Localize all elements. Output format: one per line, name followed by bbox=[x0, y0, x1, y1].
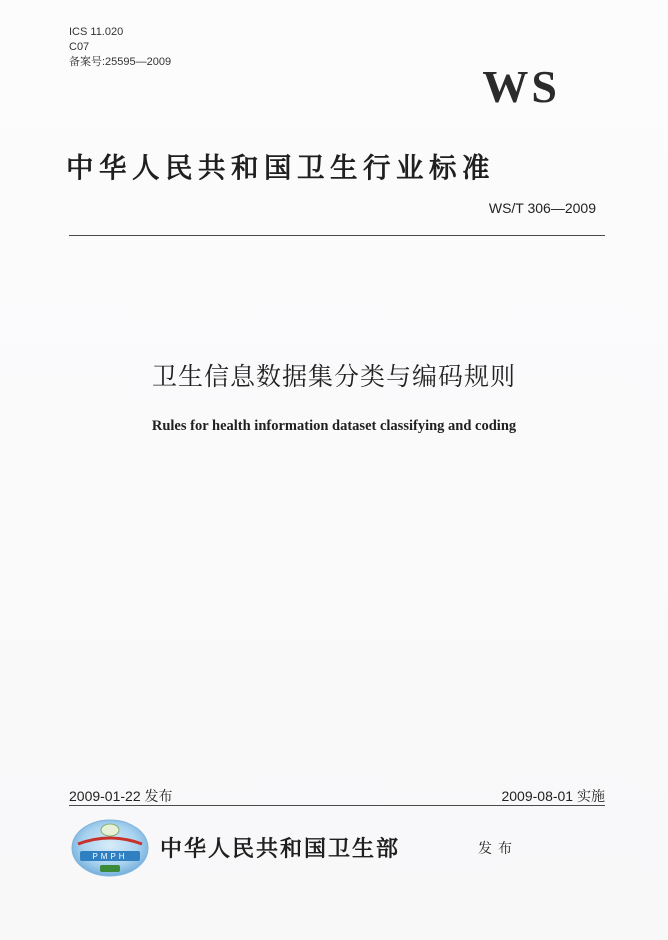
footer-divider bbox=[69, 805, 605, 806]
ccs-code: C07 bbox=[69, 41, 90, 53]
implementation-date: 2009-08-01 实施 bbox=[501, 788, 605, 804]
document-title-cn: 卫生信息数据集分类与编码规则 bbox=[151, 362, 516, 391]
record-number: 备案号:25595—2009 bbox=[69, 56, 172, 68]
classification-block bbox=[69, 25, 171, 70]
publisher-logo bbox=[70, 818, 150, 878]
standard-title: 中华人民共和国卫生行业标准 bbox=[66, 152, 495, 184]
pmph-logo-icon bbox=[70, 818, 150, 878]
ws-mark: WS bbox=[482, 61, 560, 112]
publisher-name: 中华人民共和国卫生部 bbox=[160, 836, 401, 862]
document-title-en: Rules for health information dataset classifying and coding bbox=[151, 418, 517, 434]
header-divider bbox=[69, 235, 605, 236]
publisher-action: 发布 bbox=[478, 841, 518, 857]
ics-code: ICS 11.020 bbox=[69, 26, 124, 38]
pmph-logo-text: PMPH bbox=[92, 852, 128, 861]
standard-number: WS/T 306—2009 bbox=[488, 200, 596, 216]
issue-date: 2009-01-22 发布 bbox=[69, 788, 173, 804]
